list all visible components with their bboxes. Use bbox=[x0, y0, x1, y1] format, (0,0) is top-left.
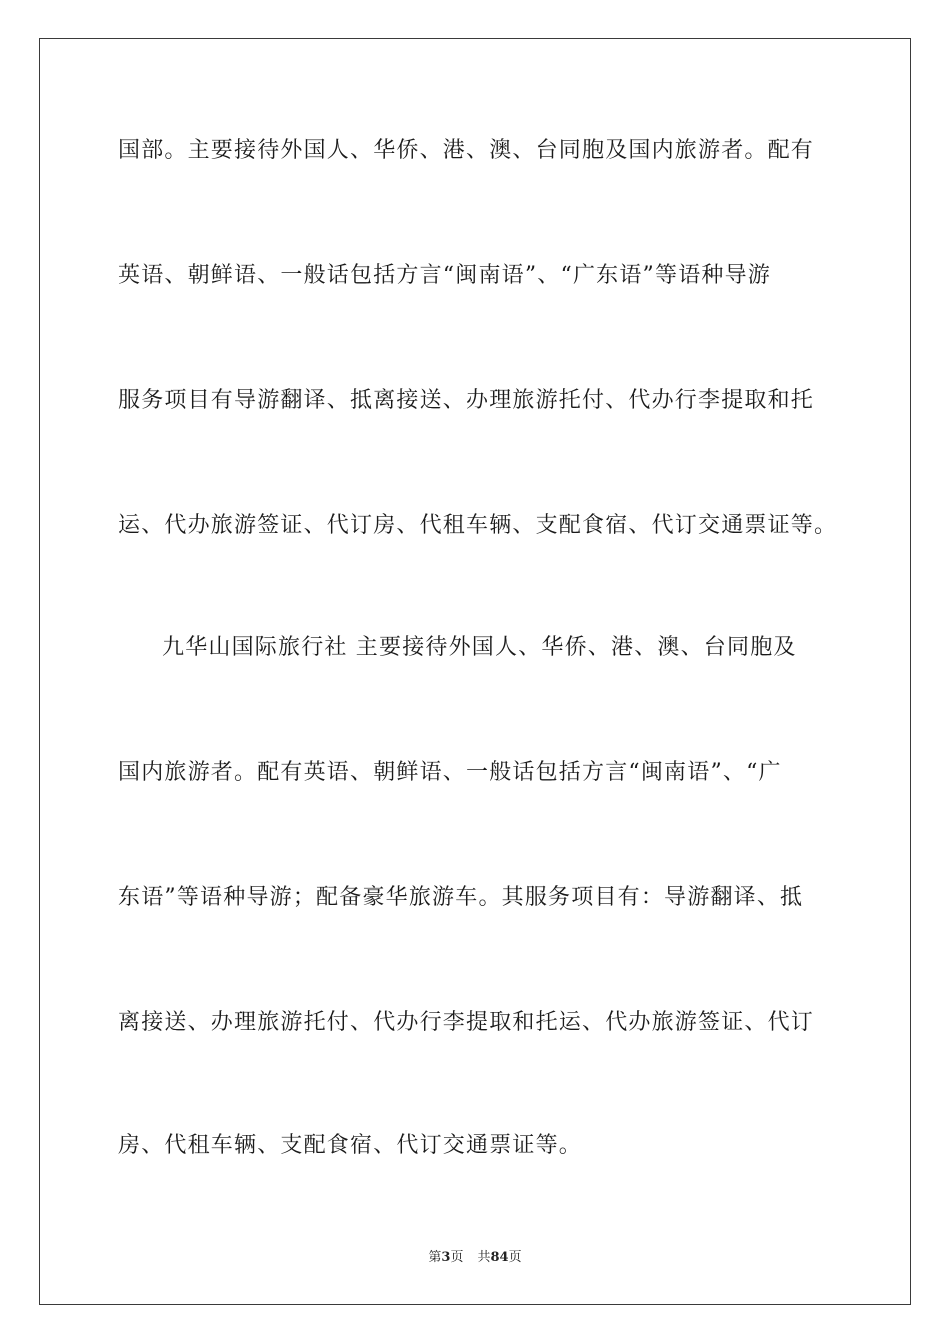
page-footer bbox=[0, 1250, 950, 1266]
body-line-9: 房、代租车辆、支配食宿、代订交通票证等。 bbox=[118, 1133, 583, 1158]
page-number: 3 bbox=[441, 1250, 451, 1265]
body-line-3: 服务项目有导游翻译、抵离接送、办理旅游托付、代办行李提取和托 bbox=[118, 388, 815, 413]
body-line-2: 英语、朝鲜语、一般话包括方言“闽南语”、“广东语”等语种导游 bbox=[118, 263, 771, 288]
body-line-4: 运、代办旅游签证、代订房、代租车辆、支配食宿、代订交通票证等。 bbox=[118, 513, 838, 538]
total-suffix: 页 bbox=[508, 1250, 522, 1265]
total-pages: 84 bbox=[490, 1250, 509, 1265]
body-line-1: 国部。主要接待外国人、华侨、港、澳、台同胞及国内旅游者。配有 bbox=[118, 138, 815, 163]
page-frame bbox=[39, 38, 911, 1305]
paragraph-start-line: 九华山国际旅行社 主要接待外国人、华侨、港、澳、台同胞及 bbox=[162, 635, 797, 660]
page-suffix: 页 bbox=[450, 1250, 464, 1265]
body-line-8: 离接送、办理旅游托付、代办行李提取和托运、代办旅游签证、代订 bbox=[118, 1010, 815, 1035]
body-line-6: 国内旅游者。配有英语、朝鲜语、一般话包括方言“闽南语”、“广 bbox=[118, 760, 782, 785]
total-prefix: 共 bbox=[477, 1250, 491, 1265]
page-prefix: 第 bbox=[428, 1250, 442, 1265]
body-line-7: 东语”等语种导游；配备豪华旅游车。其服务项目有：导游翻译、抵 bbox=[118, 885, 804, 910]
